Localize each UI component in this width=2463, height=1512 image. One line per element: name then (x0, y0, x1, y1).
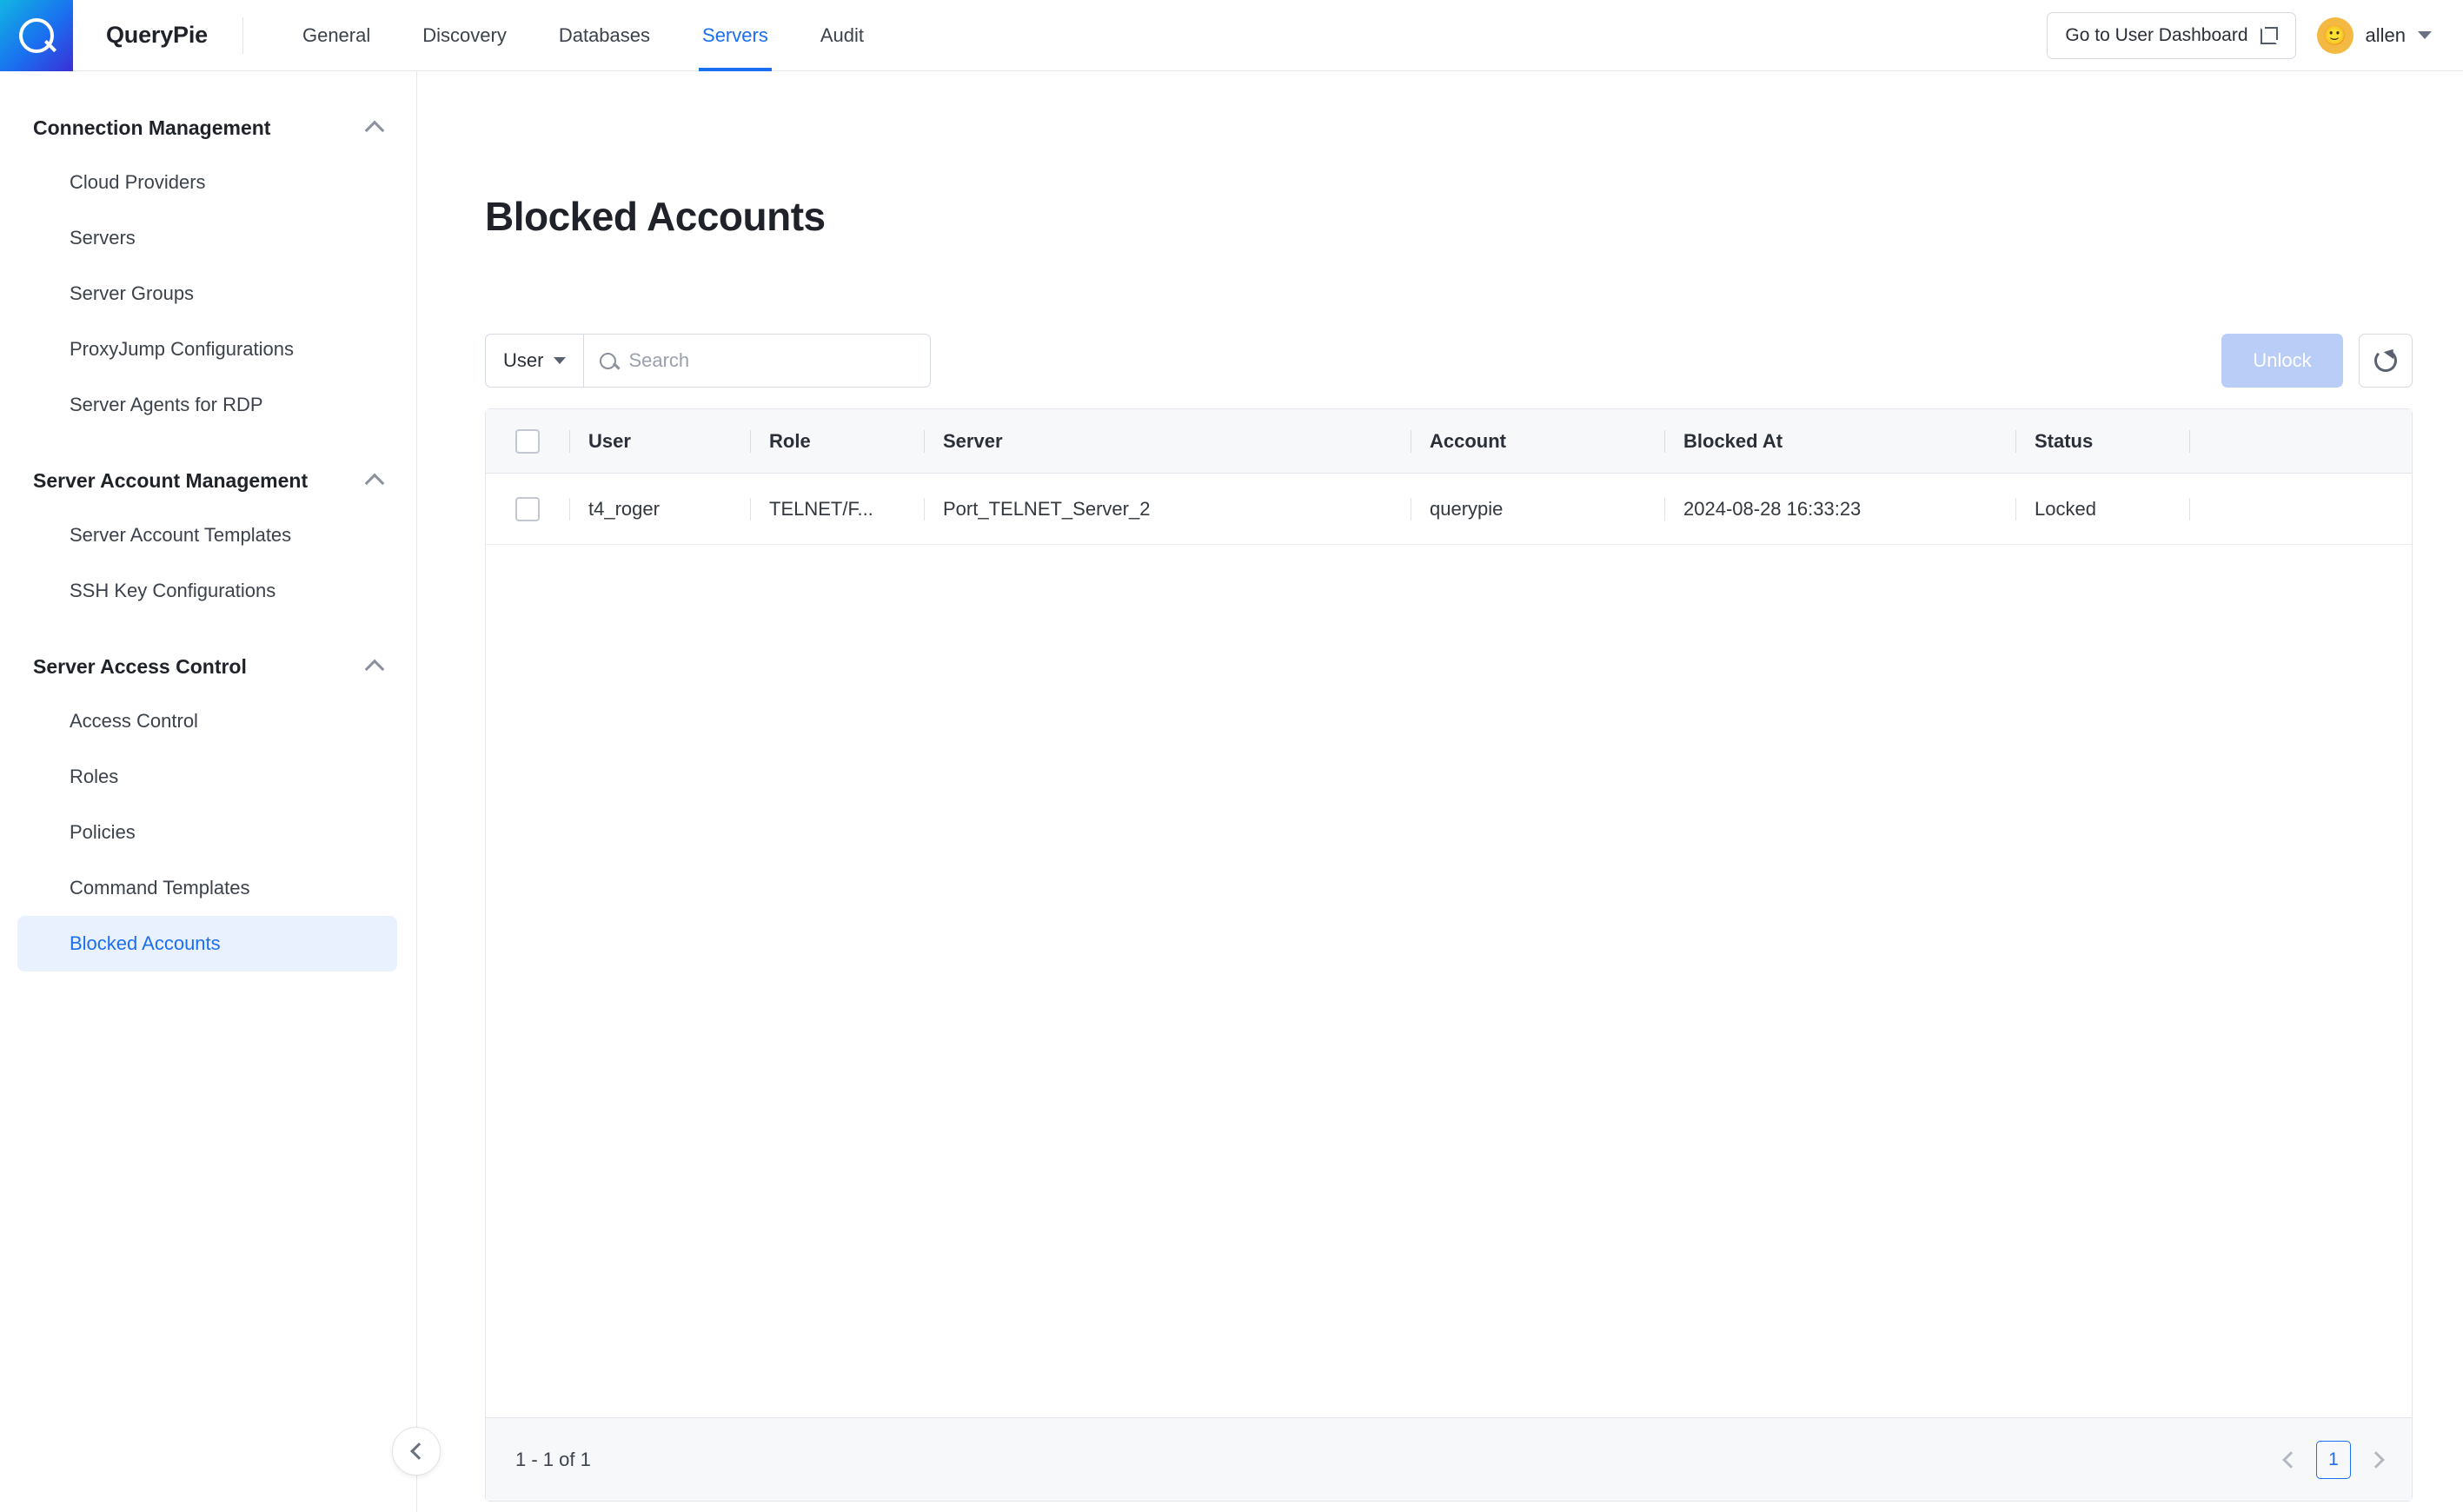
search-input[interactable] (628, 349, 914, 372)
filter-type-label: User (503, 349, 544, 371)
select-all-cell (486, 429, 569, 454)
chevron-down-icon (2418, 31, 2432, 39)
brand-title: QueryPie (106, 22, 208, 48)
refresh-button[interactable] (2359, 334, 2413, 388)
table-footer (486, 1417, 2412, 1501)
table-body (486, 474, 2412, 1417)
select-all-checkbox[interactable] (515, 429, 540, 454)
go-to-user-dashboard-label: Go to User Dashboard (2065, 24, 2248, 45)
row-select-cell (486, 497, 569, 521)
sidebar-item-server-account-templates[interactable]: Server Account Templates (70, 524, 292, 546)
sidebar (0, 71, 417, 1512)
nav-item-discovery[interactable]: Discovery (422, 23, 507, 46)
app-logo[interactable] (0, 0, 73, 71)
column-header-role[interactable]: Role (750, 430, 924, 453)
top-navigation-bar (0, 0, 2463, 71)
chevron-down-icon (554, 357, 566, 364)
sidebar-item-command-templates[interactable]: Command Templates (70, 877, 250, 899)
main-content (417, 71, 2463, 1512)
page-body (0, 71, 2463, 1512)
sidebar-item-roles[interactable]: Roles (70, 766, 119, 787)
avatar: 🙂 (2317, 17, 2353, 54)
sidebar-group-server-access-control[interactable] (0, 640, 416, 693)
external-link-icon (2261, 27, 2278, 44)
main-nav (276, 0, 890, 71)
unlock-button[interactable]: Unlock (2221, 334, 2343, 388)
sidebar-item-servers[interactable]: Servers (70, 227, 136, 249)
filter-type-select[interactable] (485, 334, 583, 388)
sidebar-item-proxyjump-configurations[interactable]: ProxyJump Configurations (70, 338, 295, 360)
toolbar-right-actions (2221, 334, 2413, 388)
nav-item-databases[interactable]: Databases (558, 23, 651, 46)
page-title: Blocked Accounts (485, 194, 826, 239)
sidebar-item-cloud-providers[interactable]: Cloud Providers (70, 171, 206, 193)
result-range-label: 1 - 1 of 1 (515, 1448, 591, 1470)
nav-item-audit[interactable]: Audit (820, 23, 864, 46)
next-page-icon[interactable] (2367, 1451, 2385, 1469)
blocked-accounts-table (485, 408, 2413, 1502)
sidebar-item-ssh-key-configurations[interactable]: SSH Key Configurations (70, 580, 276, 601)
sidebar-group-server-account-management[interactable] (0, 454, 416, 507)
search-box[interactable] (583, 334, 931, 388)
querypie-logo-icon (19, 18, 54, 53)
brand-divider (242, 17, 243, 54)
row-checkbox[interactable] (515, 497, 540, 521)
sidebar-item-policies[interactable]: Policies (70, 821, 136, 843)
pagination (2285, 1441, 2382, 1479)
sidebar-group-title: Connection Management (33, 116, 271, 139)
sidebar-item-blocked-accounts[interactable]: Blocked Accounts (17, 916, 397, 972)
search-icon (600, 353, 616, 369)
sidebar-item-server-agents-for-rdp[interactable]: Server Agents for RDP (70, 394, 263, 415)
cell-server: Port_TELNET_Server_2 (924, 498, 1411, 521)
top-right-actions (2047, 12, 2463, 59)
cell-blocked-at: 2024-08-28 16:33:23 (1664, 498, 2015, 521)
sidebar-group-title: Server Access Control (33, 654, 247, 678)
chevron-left-icon (410, 1442, 428, 1460)
column-header-blocked-at[interactable]: Blocked At (1664, 430, 2015, 453)
cell-account: querypie (1411, 498, 1664, 521)
table-toolbar (485, 334, 2413, 388)
chevron-up-icon (365, 474, 385, 494)
nav-item-servers[interactable]: Servers (676, 0, 794, 71)
nav-item-general[interactable]: General (302, 23, 371, 46)
table-row[interactable] (486, 474, 2412, 545)
sidebar-group-title: Server Account Management (33, 468, 309, 492)
column-header-user[interactable]: User (569, 430, 750, 453)
user-menu[interactable] (2317, 17, 2432, 54)
previous-page-icon[interactable] (2282, 1451, 2300, 1469)
sidebar-group-connection-management[interactable] (0, 101, 416, 155)
table-header-row (486, 409, 2412, 474)
cell-status: Locked (2015, 498, 2189, 521)
sidebar-collapse-button[interactable] (392, 1427, 441, 1476)
page-number-1[interactable]: 1 (2316, 1441, 2351, 1479)
sidebar-spacer-2 (0, 619, 416, 640)
user-name-label: allen (2365, 23, 2406, 46)
go-to-user-dashboard-button[interactable] (2047, 12, 2295, 59)
sidebar-item-access-control[interactable]: Access Control (70, 710, 198, 732)
sidebar-item-server-groups[interactable]: Server Groups (70, 282, 195, 304)
cell-role: TELNET/F... (750, 498, 924, 521)
chevron-up-icon (365, 121, 385, 141)
column-header-status[interactable]: Status (2015, 430, 2189, 453)
column-header-account[interactable]: Account (1411, 430, 1664, 453)
cell-user: t4_roger (569, 498, 750, 521)
sidebar-spacer-1 (0, 433, 416, 454)
chevron-up-icon (365, 660, 385, 680)
column-header-server[interactable]: Server (924, 430, 1411, 453)
refresh-icon (2374, 349, 2397, 372)
